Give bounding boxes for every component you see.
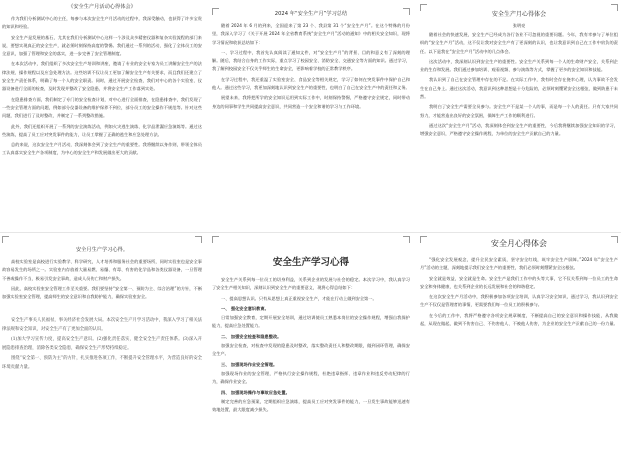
paragraph: 加强现场作业的安全管理，严格执行安全操作规程，杜绝违章指挥、违章作业和违反劳动纪律的行为，确保作业安全。 bbox=[212, 370, 410, 385]
page-corner-mark bbox=[420, 236, 427, 243]
paragraph: 在今后的工作中，我将严格遵守各项安全规章制度，不断提高自己的安全意识和操作技能，从我做起，从现在做起，做到不伤害自己、不伤害他人、不被他人伤害，为企业的安全生产贡献自己的一份力量。 bbox=[420, 312, 618, 327]
paragraph: 日常加强安全教育，定期开展安全培训，通过培训使员工熟悉本岗位的安全操作规程，增强自我保护能力，提高应急处置能力。 bbox=[212, 315, 410, 329]
page-corner-mark bbox=[403, 8, 410, 15]
paragraph: (1)加大学习宣传力度，提高安全生产意识。(2)强化责任落实，健全安全生产责任体系。(3)深入开展隐患排查治理，消除各类安全隐患，确保安全生产形势持续稳定。 bbox=[2, 337, 202, 351]
doc-title: 安全生产月心得体会 bbox=[491, 11, 547, 18]
paragraph: 加强安全检查，对检查中发现的隐患及时整改，落实整改责任人和整改期限，做到闭环管理，确保安全生产。 bbox=[212, 343, 410, 357]
paragraph: 高校实验室是高校进行实验教学、科学研究，人才培养和服务社会的重要场所，同时实验室也是安全事故容易发生的场所之一。实验室内存放着大量易燃、易爆、有毒、有害的化学品和各类仪器设备，一旦管理不善或操作不当，极易引发安全事故，造成人员伤亡和财产损失。 bbox=[2, 259, 202, 281]
doc-title: 安全月心得体会 bbox=[490, 239, 548, 248]
paragraph: 一、提高思想认识。只有从思想上真正重视安全生产，才能在行动上做到安全第一。 bbox=[221, 295, 377, 301]
page-corner-mark bbox=[212, 236, 219, 243]
doc-title: 《安全生产月活动心得体会》 bbox=[68, 4, 136, 10]
paragraph: 在隐患排查方面，我们制定了专门的安全检查计划，对中心进行全面排查，在隐患排查中，我们发现了一些安全管理方面的问题，例如部分仪器设备的维护保养不到位，部分员工的安全操作不规范等。针对这些问题，我们进行了及时整改，并制定了一系列整改措施。 bbox=[2, 96, 202, 119]
bottom-text-block bbox=[2, 317, 202, 372]
page-corner-mark bbox=[611, 4, 618, 11]
doc-page-2 bbox=[212, 8, 410, 226]
paragraph: 一、学习过程中，我首先认真阅读了通知文件，对“安全生产月”的背景、目的和意义有了深刻的理解。随后，我结合自身的工作实际，重点学习了校园安全、消防安全、交通安全等方面的知识。通过学习，我了解到校园安全不仅关乎师生的生命安全，更影响着学校的正常教学秩序。 bbox=[212, 49, 410, 72]
paragraph: 因此，高校实验室安全管理工作至关重要。我们要坚持“安全第一、预防为主、综合治理”的方针，不断加强实验室安全管理，提高师生的安全意识和自我防护能力，确保实验室安全。 bbox=[2, 285, 202, 300]
paragraph: 围绕“安全第一、预防为主”的方针，扎实推进各项工作，不断提升安全管理水平，为营造良好的安全环境贡献力量。 bbox=[2, 356, 202, 370]
paragraph: 这次活动中，我深刻认识到安全生产的重要性。安全生产关系到每一个人的生命财产安全，关系到企业的生存和发展。我们通过参加培训、观看视频、参与演练等方式，掌握了更多的安全知识和技能。 bbox=[420, 58, 618, 73]
doc-page-4 bbox=[2, 236, 202, 465]
paragraph: 安全就是效益，安全就是生命。安全生产是我们工作中的头等大事，它不仅关系到每一位员工的生命安全和身体健康，也关系到企业的长远发展和社会的和谐稳定。 bbox=[420, 275, 618, 289]
paragraph: 随着社会的快速发展，安全生产已经成为各行各业不可忽视的重要问题。今年，我有幸参与了单位组织的“安全生产月”活动，这不仅让我对安全生产有了更深刻的认识，也让我意识到自己在工作中肩负的责任。以下是我在“安全生产月”活动中的几点体会。 bbox=[420, 32, 618, 54]
paragraph: 随着 2024 年 6 月的到来，全国迎来了第 23 个、我县第 31 个“安全生产月”。在这个特殊的月份里，我深入学习了《关于开展 2024 年全省教育系统“安全生产月”活动的通知》中的相关安全知识，现将学习情况和收获总结如下： bbox=[212, 23, 410, 45]
doc-page-6 bbox=[420, 236, 618, 465]
section-heading: 三、 加强现场作业安全管理。 bbox=[221, 361, 278, 367]
paragraph: 安全生产事关人民福祉，事关经济社会发展大局。本次安全生产月学习活动中，我深入学习了相关法律法规和安全知识，对安全生产有了更加全面的认识。 bbox=[2, 318, 202, 332]
page-corner-mark bbox=[420, 4, 427, 11]
paragraph: 总的来说，这次安全生产月活动，我深刻体会到了安全生产的重要性。我将继续以身作则，带领全体员工认真落实安全生产各项制度，为中心的安全生产和发展做出更大的贡献。 bbox=[2, 142, 202, 156]
page-corner-mark bbox=[611, 236, 618, 243]
author-name: 张明亮 bbox=[512, 23, 526, 28]
paragraph: 展望未来，我将把所学的安全知识运用到实际工作中，时刻保持警惕，严格遵守安全规定，同时带动身边的同事和学生共同提高安全意识，共同营造一个安全和谐的学习与工作环境。 bbox=[212, 95, 410, 109]
doc-title: 2024 年“安全生产月”学习总结 bbox=[274, 11, 348, 17]
paragraph: 在学习过程中，我还重温了实验室安全、食品安全等相关规定，学习了如何在突发事件中保护自己和他人。通过这些学习，我更加深刻地认识到安全生产的重要性，也明白了自己在安全生产中的责任和义务。 bbox=[212, 76, 410, 91]
paragraph: 通过这次“安全生产月”活动，我深刻体会到安全生产的重要性，今后我将继续加强安全知识的学习，增强安全意识，严格遵守安全操作规程，为单位的安全生产贡献自己的力量。 bbox=[420, 122, 618, 137]
paragraph: 此外，我们还组织开展了一系列的安全演练活动，例如火灾逃生演练、化学品泄漏应急演练等。通过这些演练，提高了员工应对突发事件的能力，让员工掌握了正确的逃生和应急处理方法。 bbox=[2, 123, 202, 137]
doc-title: 安全生产学习心得 bbox=[272, 257, 350, 268]
section-heading: 四、 加强现场操作与事故应急处置。 bbox=[221, 389, 290, 395]
section-heading: 一、 强化安全意识教育。 bbox=[221, 305, 269, 311]
paragraph: “强化安全发展观念，提升全民安全素质，坚守安全红线，筑牢安全生产屏障。”2024 年“安全生产月”活动的主题，深刻地提示我们安全生产的重要性，我们必须时刻绷紧安全这根弦。 bbox=[420, 257, 618, 271]
page-corner-mark bbox=[195, 236, 202, 243]
paragraph: 安全生产是发展的基石，尤其在我们分析测试中心这样一个涉及众多精密仪器和复杂实验流程的部门来说，要想实现真正的安全生产，就必须时刻保持高度的警惕。我们通过一系列的活动，强化了全体员工的安全意识，加强了管理和安全的落实，进一步完善了安全管理制度。 bbox=[2, 34, 202, 57]
paragraph: 在这次安全生产月活动中，我积极参加各项安全培训，认真学习安全知识，通过学习，我认识到安全生产不仅仅是管理者的事情，更需要我们每一位员工的积极参与。 bbox=[420, 294, 618, 308]
paragraph: 在本次活动中，我们组织了多次安全生产培训和讲座，邀请了专业的安全专家为员工讲解安全生产的法律法规、操作规程以及应急处理方法。这些培训不仅让员工更加了解安全生产有关要求，而且我们还建立了安全生产责任体系，明确了每一个人的安全职责。同时，通过开展安全检查，我们对中心的各个实验室、仪器设备进行全面的检查，及时发现并整改了安全隐患，并将安全生产工作落到实处。 bbox=[2, 61, 202, 92]
paragraph: 我认识到了自己在安全管理中存在的不足。在实际工作中，我有时会存在侥幸心理，认为事故不会发生在自己身上。通过这次活动，我意识到这种思想是十分危险的，必须时刻绷紧安全这根弦，做到防患于未然。 bbox=[420, 77, 618, 100]
paragraph: 制定完善的应急预案，定期组织应急演练，提高员工应对突发事件的能力，一旦发生事故能够迅速有效地处置，最大限度减少损失。 bbox=[212, 398, 410, 413]
doc-page-3 bbox=[420, 4, 618, 229]
doc-title: 安全月生产学习心得。 bbox=[75, 247, 129, 253]
paragraph: 我明白了安全生产需要全员参与。安全生产不是某一个人的事，而是每一个人的责任。只有大家共同努力，才能营造出良好的安全氛围，保障生产工作的顺利进行。 bbox=[420, 104, 618, 118]
doc-page-1 bbox=[2, 3, 202, 228]
section-heading: 二、 加强安全检查和隐患整改。 bbox=[221, 333, 282, 339]
page-corner-mark bbox=[403, 236, 410, 243]
paragraph: 安全生产关系到每一位员工的切身利益，关系到企业的发展与社会的稳定。本次学习中，我认真学习了安全生产相关知识，深刻认识到安全生产的重要意义，现将心得总结如下： bbox=[212, 277, 410, 291]
paragraph: 作为我们分析测试中心的主任，每参与本次安全生产月活动的过程中，我深受触动，也获得了许多宝贵的知识和经验。 bbox=[2, 16, 202, 30]
page-corner-mark bbox=[2, 236, 9, 243]
doc-page-5 bbox=[212, 236, 410, 465]
page-corner-mark bbox=[212, 8, 219, 15]
row-divider bbox=[0, 232, 621, 233]
